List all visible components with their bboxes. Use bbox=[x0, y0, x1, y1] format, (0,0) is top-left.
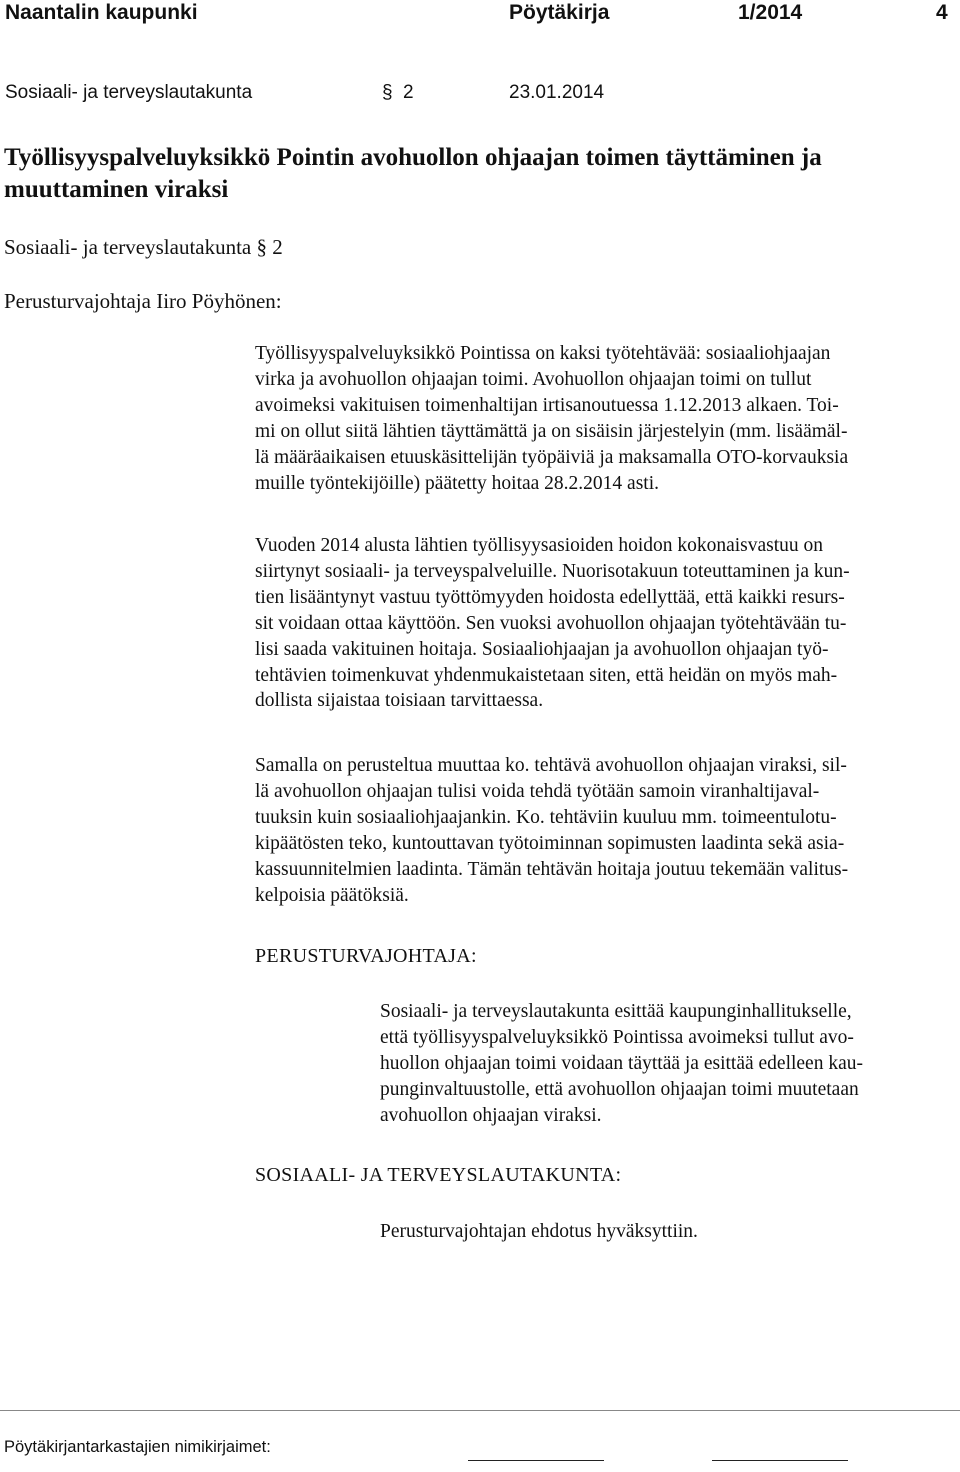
section-number: 2 bbox=[403, 82, 414, 103]
page-number: 4 bbox=[936, 1, 948, 24]
proposal-line: punginvaltuustolle, että avohuollon ohjaajan toimi muutetaan bbox=[380, 1078, 859, 1100]
paragraph-line: Työllisyyspalveluyksikkö Pointissa on kaksi työtehtävää: sosiaaliohjaajan bbox=[255, 343, 831, 364]
initials-line-2 bbox=[712, 1460, 848, 1461]
paragraph-1 bbox=[255, 341, 848, 496]
paragraph-2 bbox=[255, 533, 850, 714]
paragraph-line: siirtynyt sosiaali- ja terveyspalveluille. Nuorisotakuun toteuttaminen ja kun- bbox=[255, 560, 850, 582]
proposal-line: että työllisyyspalveluyksikkö Pointissa avoimeksi tullut avo- bbox=[380, 1026, 854, 1048]
title-line-1: Työllisyyspalveluyksikkö Pointin avohuollon ohjaajan toimen täyttäminen ja bbox=[4, 144, 822, 171]
paragraph-line: tehtävien toimenkuvat yhdenmukaistetaan siten, että heidän on myös mah- bbox=[255, 664, 838, 686]
meeting-date: 23.01.2014 bbox=[509, 82, 605, 103]
proposal-heading: PERUSTURVAJOHTAJA: bbox=[255, 945, 477, 967]
proposal-line: Sosiaali- ja terveyslautakunta esittää kaupunginhallitukselle, bbox=[380, 1001, 852, 1022]
proposal-line: avohuollon ohjaajan viraksi. bbox=[380, 1104, 602, 1126]
municipality-name: Naantalin kaupunki bbox=[5, 1, 198, 24]
paragraph-line: kassuunnitelmien laadinta. Tämän tehtävän hoitaja joutuu tekemään valitus- bbox=[255, 858, 849, 880]
paragraph-line: virka ja avohuollon ohjaajan toimi. Avohuollon ohjaajan toimi on tullut bbox=[255, 368, 812, 390]
paragraph-line: Samalla on perusteltua muuttaa ko. tehtävä avohuollon ohjaajan viraksi, sil- bbox=[255, 755, 847, 776]
paragraph-line: muille työntekijöille) päätetty hoitaa 28.2.2014 asti. bbox=[255, 472, 659, 494]
section-symbol-2: § bbox=[256, 235, 273, 259]
decision-heading: SOSIAALI- JA TERVEYSLAUTAKUNTA: bbox=[255, 1164, 622, 1186]
proposal-text bbox=[380, 999, 863, 1129]
document-type: Pöytäkirja bbox=[509, 1, 610, 24]
section-reference-number: 2 bbox=[272, 235, 283, 259]
paragraph-line: lä määräaikaisen etuuskäsittelijän työpäiviä ja maksamalla OTO-korvauksia bbox=[255, 446, 849, 468]
paragraph-line: tuuksin kuin sosiaaliohjaajankin. Ko. tehtäviin kuuluu mm. toimeentulotu- bbox=[255, 806, 837, 828]
section-reference bbox=[4, 235, 283, 260]
footer-label: Pöytäkirjantarkastajien nimikirjaimet: bbox=[4, 1438, 271, 1456]
minutes-number: 1/2014 bbox=[738, 1, 803, 24]
paragraph-line: lisi saada vakituinen hoitaja. Sosiaaliohjaajan ja avohuollon ohjaajan työ- bbox=[255, 638, 829, 660]
paragraph-line: lä avohuollon ohjaajan tulisi voida tehdä työtään samoin viranhaltijaval- bbox=[255, 780, 820, 802]
page-title bbox=[4, 142, 822, 206]
initials-line-1 bbox=[468, 1460, 604, 1461]
paragraph-line: dollista sijaistaa toisiaan tarvittaessa. bbox=[255, 690, 544, 712]
title-line-2: muuttaminen viraksi bbox=[4, 176, 229, 203]
paragraph-line: avoimeksi vakituisen toimenhaltijan irtisanoutuessa 1.12.2013 alkaen. Toi- bbox=[255, 394, 839, 416]
paragraph-line: tien lisääntynyt vastuu työttömyyden hoidosta edellyttää, että kaikki resurs- bbox=[255, 586, 845, 608]
paragraph-line: sit voidaan ottaa käyttöön. Sen vuoksi avohuollon ohjaajan työtehtävään tu- bbox=[255, 612, 847, 634]
board-name: Sosiaali- ja terveyslautakunta bbox=[5, 82, 253, 103]
footer-rule bbox=[0, 1410, 960, 1411]
paragraph-3 bbox=[255, 753, 848, 908]
paragraph-line: kelpoisia päätöksiä. bbox=[255, 884, 409, 906]
paragraph-line: kipäätösten teko, kuntouttavan työtoiminnan sopimusten laadinta sekä asia- bbox=[255, 832, 845, 854]
paragraph-line: mi on ollut siitä lähtien täyttämättä ja on sisäisin järjestelyin (mm. lisäämäl- bbox=[255, 420, 848, 442]
section-symbol: § bbox=[382, 82, 393, 103]
decision-text: Perusturvajohtajan ehdotus hyväksyttiin. bbox=[380, 1221, 698, 1242]
paragraph-line: Vuoden 2014 alusta lähtien työllisyysasioiden hoidon kokonaisvastuu on bbox=[255, 535, 824, 556]
presenter: Perusturvajohtaja Iiro Pöyhönen: bbox=[4, 289, 282, 313]
proposal-line: huollon ohjaajan toimi voidaan täyttää ja esittää edelleen kau- bbox=[380, 1052, 863, 1074]
section-reference-board: Sosiaali- ja terveyslautakunta bbox=[4, 235, 257, 259]
